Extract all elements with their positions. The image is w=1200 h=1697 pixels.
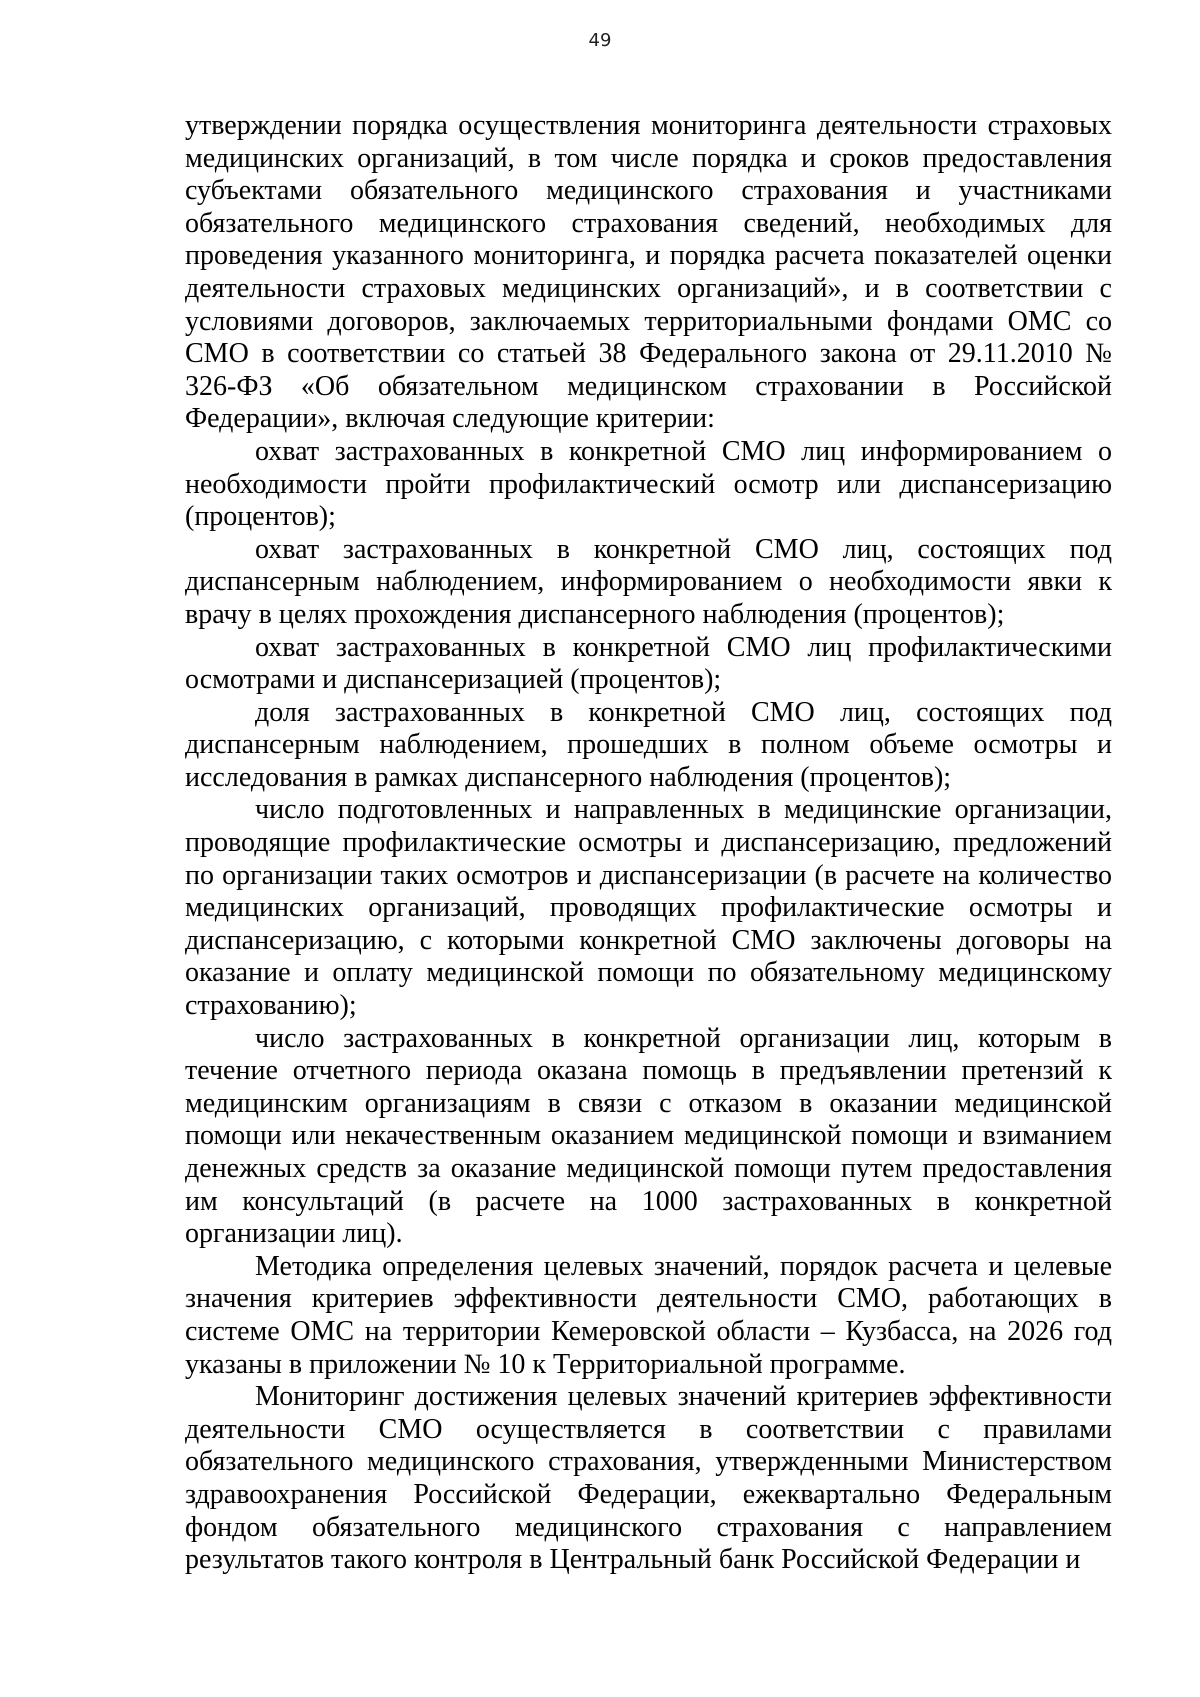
paragraph-criterion-6: число застрахованных в конкретной организации лиц, которым в течение отчетного периода оказана помощь в предъявлении претензий к медицинским организациям в связи с отказом в оказании медицинской помощи или некачественным оказанием медицинской помощи и взиманием денежных средств за оказание медицинской помощи путем предоставления им консультаций (в расчете на 1000 застрахованных в конкретной организации лиц). [185, 1022, 1112, 1250]
page-number: 49 [588, 30, 612, 51]
paragraph-criterion-3: охват застрахованных в конкретной СМО лиц профилактическими осмотрами и диспансеризацией (процентов); [185, 631, 1112, 696]
paragraph-criterion-2: охват застрахованных в конкретной СМО лиц, состоящих под диспансерным наблюдением, информированием о необходимости явки к врачу в целях прохождения диспансерного наблюдения (процентов); [185, 533, 1112, 630]
paragraph-monitoring: Мониторинг достижения целевых значений критериев эффективности деятельности СМО осуществляется в соответствии с правилами обязательного медицинского страхования, утвержденными Министерством здравоохранения Российской Федерации, ежеквартально Федеральным фондом обязательного медицинского страхования с направлением результатов такого контроля в Центральный банк Российской Федерации и [185, 1381, 1112, 1576]
paragraph-criterion-1: охват застрахованных в конкретной СМО лиц информированием о необходимости пройти профилактический осмотр или диспансеризацию (процентов); [185, 435, 1112, 533]
paragraph-criterion-5: число подготовленных и направленных в медицинские организации, проводящие профилактические осмотры и диспансеризацию, предложений по организации таких осмотров и диспансеризации (в расчете на количество медицинских организаций, проводящих профилактические осмотры и диспансеризацию, с которыми конкретной СМО заключены договоры на оказание и оплату медицинской помощи по обязательному медицинскому страхованию); [185, 794, 1112, 1022]
paragraph-criterion-4: доля застрахованных в конкретной СМО лиц, состоящих под диспансерным наблюдением, прошедших в полном объеме осмотры и исследования в рамках диспансерного наблюдения (процентов); [185, 696, 1112, 793]
paragraph-continuation: утверждении порядка осуществления мониторинга деятельности страховых медицинских организаций, в том числе порядка и сроков предоставления субъектами обязательного медицинского страхования и участниками обязательного медицинского страхования сведений, необходимых для проведения указанного мониторинга, и порядка расчета показателей оценки деятельности страховых медицинских организаций», и в соответствии с условиями договоров, заключаемых территориальными фондами ОМС со СМО в соответствии со статьей 38 Федерального закона от 29.11.2010 № 326-ФЗ «Об обязательном медицинском страховании в Российской Федерации», включая следующие критерии: [185, 110, 1112, 435]
document-body [185, 110, 1112, 1577]
paragraph-methodology: Методика определения целевых значений, порядок расчета и целевые значения критериев эффективности деятельности СМО, работающих в системе ОМС на территории Кемеровской области – Кузбасса, на 2026 год указаны в приложении № 10 к Территориальной программе. [185, 1250, 1112, 1380]
